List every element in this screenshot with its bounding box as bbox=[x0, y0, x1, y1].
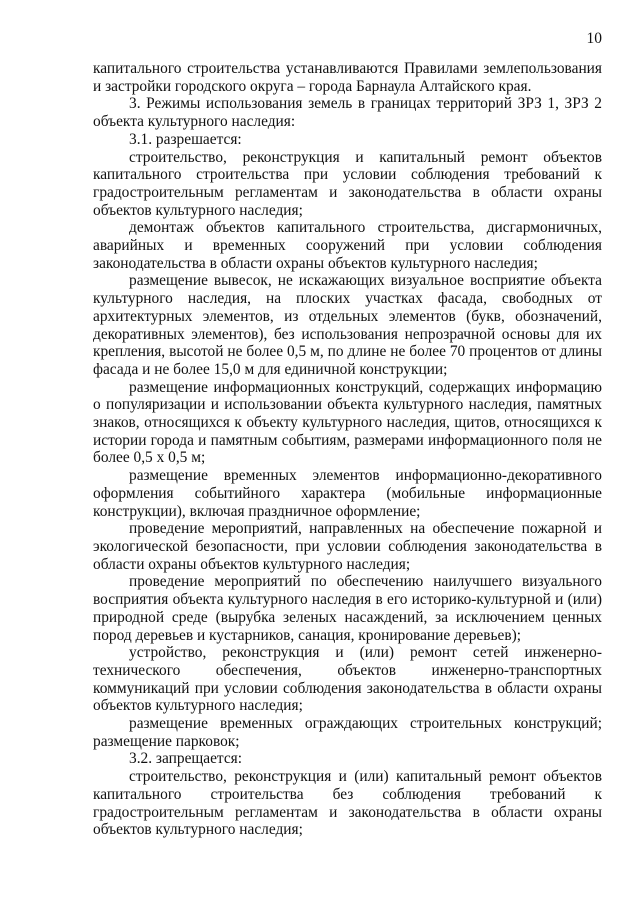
paragraph-allowed-info-structures: размещение информационных конструкций, содержащих информацию о популяризации и использовании объекта культурного наследия, памятных знаков, относящихся к объекту культурного наследия, щитов, относящихся к истории города и памятным событиям, размерами информационного поля не более 0,5 х 0,5 м; bbox=[93, 378, 602, 467]
paragraph-allowed-visual-perception: проведение мероприятий по обеспечению наилучшего визуального восприятия объекта культурного наследия в его историко-культурной и (или) природной среде (вырубка зеленых насаждений, за исключением ценных пород деревьев и кустарников, санация, кронирование деревьев); bbox=[93, 573, 602, 644]
paragraph-3-2-prohibited-heading: 3.2. запрещается: bbox=[129, 750, 243, 768]
page-number: 10 bbox=[586, 30, 602, 47]
paragraph-3-1-allowed-heading: 3.1. разрешается: bbox=[129, 130, 242, 148]
paragraph-prohibited-construction: строительство, реконструкция и (или) капитальный ремонт объектов капитального строительства без соблюдения требований к градостроительным регламентам и законодательства в области охраны объектов культурного наследия; bbox=[93, 768, 602, 839]
paragraph-allowed-temporary-decor: размещение временных элементов информационно-декоративного оформления событийного характера (мобильные информационные конструкции), включая праздничное оформление; bbox=[93, 467, 602, 520]
paragraph-allowed-fire-safety: проведение мероприятий, направленных на обеспечение пожарной и экологической безопасности, при условии соблюдения законодательства в области охраны объектов культурного наследия; bbox=[93, 520, 602, 573]
paragraph-continuation: капитального строительства устанавливаются Правилами землепользования и застройки городского округа – города Барнаула Алтайского края. bbox=[93, 60, 602, 95]
paragraph-allowed-signage: размещение вывесок, не искажающих визуальное восприятие объекта культурного наследия, на плоских участках фасада, свободных от архитектурных элементов, из отдельных элементов (букв, обозначений, декоративных элементов), без использования непрозрачной основы для их крепления, высотой не более 0,5 м, по длине не более 70 процентов от длины фасада и не более 15,0 м для единичной конструкции; bbox=[93, 272, 602, 378]
paragraph-allowed-fences-parking: размещение временных ограждающих строительных конструкций; размещение парковок; bbox=[93, 715, 602, 750]
document-body bbox=[93, 60, 602, 839]
paragraph-allowed-demolition: демонтаж объектов капитального строительства, дисгармоничных, аварийных и временных сооружений при условии соблюдения законодательства в области охраны объектов культурного наследия; bbox=[93, 219, 602, 272]
paragraph-section-3-heading: 3. Режимы использования земель в границах территорий ЗРЗ 1, ЗРЗ 2 объекта культурного наследия: bbox=[93, 95, 602, 131]
paragraph-allowed-construction: строительство, реконструкция и капитальный ремонт объектов капитального строительства при условии соблюдения требований к градостроительным регламентам и законодательства в области охраны объектов культурного наследия; bbox=[93, 148, 602, 219]
paragraph-allowed-engineering-networks: устройство, реконструкция и (или) ремонт сетей инженерно-технического обеспечения, объектов инженерно-транспортных коммуникаций при условии соблюдения законодательства в области охраны объектов культурного наследия; bbox=[93, 644, 602, 715]
